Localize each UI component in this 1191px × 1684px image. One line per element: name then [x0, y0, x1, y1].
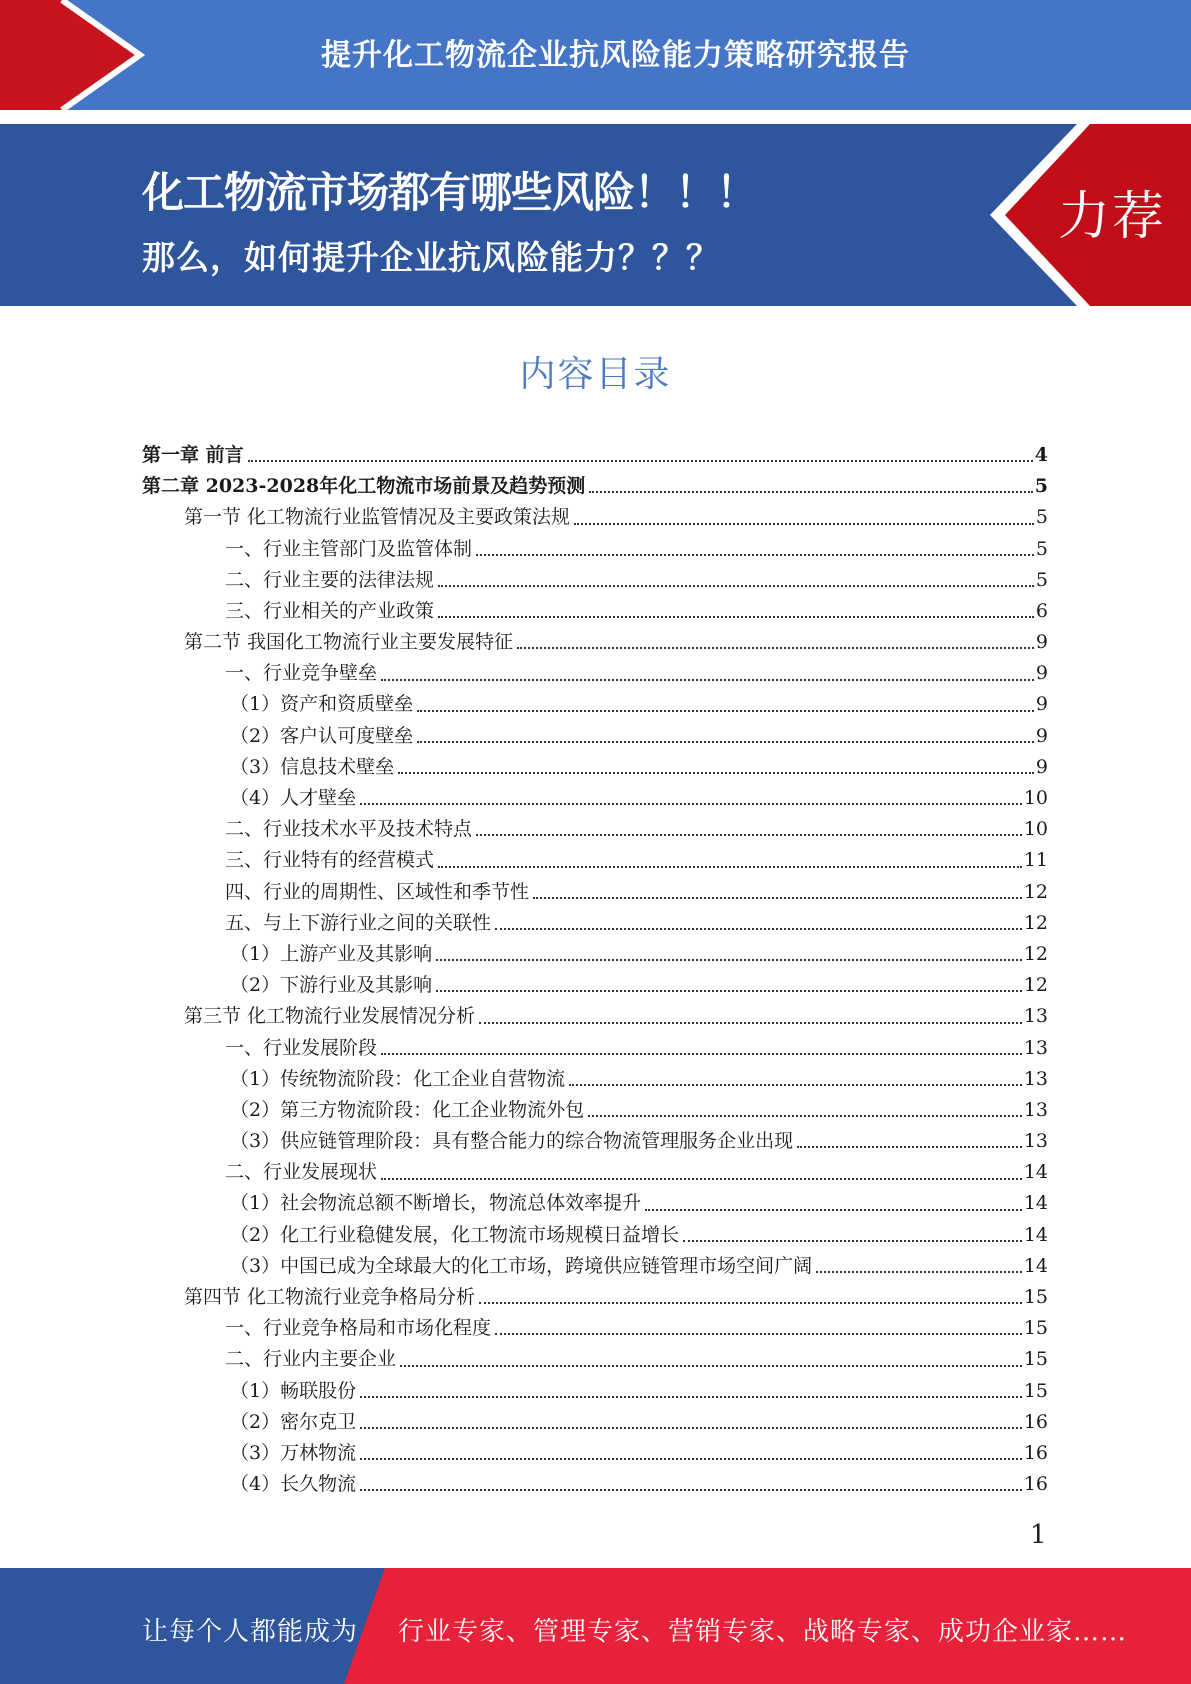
toc-entry-page: 5 [1035, 568, 1048, 591]
toc-dot-leader [438, 866, 1022, 868]
top-header-bar [0, 0, 1191, 110]
toc-entry[interactable] [142, 1189, 1048, 1220]
toc-entry-label: 第四节 化工物流行业竞争格局分析 [184, 1286, 476, 1309]
toc-entry-label: （3）供应链管理阶段：具有整合能力的综合物流管理服务企业出现 [230, 1130, 794, 1153]
toc-entry-label: （4）长久物流 [230, 1473, 357, 1496]
toc-entry[interactable] [142, 908, 1048, 939]
toc-dot-leader [417, 741, 1034, 743]
toc-dot-leader [589, 491, 1033, 493]
toc-list [142, 440, 1048, 1500]
toc-dot-leader [476, 834, 1022, 836]
toc-entry-page: 14 [1023, 1223, 1048, 1246]
toc-entry-page: 13 [1023, 1098, 1048, 1121]
toc-entry-page: 12 [1023, 974, 1048, 997]
toc-entry[interactable] [142, 565, 1048, 596]
hero-banner [0, 124, 1191, 306]
toc-entry[interactable] [142, 1033, 1048, 1064]
toc-entry-page: 15 [1023, 1317, 1048, 1340]
toc-dot-leader [588, 1115, 1022, 1117]
toc-entry-label: 一、行业竞争壁垒 [225, 662, 378, 685]
toc-entry-page: 12 [1023, 942, 1048, 965]
toc-dot-leader [436, 990, 1022, 992]
toc-entry-label: 三、行业相关的产业政策 [225, 599, 435, 622]
toc-entry[interactable] [142, 970, 1048, 1001]
footer-slogan-left: 让每个人都能成为 [142, 1617, 359, 1647]
toc-entry[interactable] [142, 1407, 1048, 1438]
toc-dot-leader [479, 1302, 1022, 1304]
toc-dot-leader [816, 1271, 1022, 1273]
toc-entry[interactable] [142, 534, 1048, 565]
toc-dot-leader [479, 1022, 1022, 1024]
toc-entry[interactable] [142, 471, 1048, 502]
toc-entry[interactable] [142, 1001, 1048, 1032]
toc-entry-page: 9 [1035, 724, 1048, 747]
toc-entry[interactable] [142, 1376, 1048, 1407]
toc-entry-page: 10 [1023, 818, 1048, 841]
toc-title: 内容目录 [519, 354, 672, 395]
toc-entry[interactable] [142, 1126, 1048, 1157]
toc-entry[interactable] [142, 658, 1048, 689]
toc-dot-leader [645, 1209, 1022, 1211]
toc-entry[interactable] [142, 939, 1048, 970]
toc-entry-label: 一、行业主管部门及监管体制 [225, 537, 473, 560]
toc-entry-label: （2）客户认可度壁垒 [230, 724, 414, 747]
toc-entry-label: 一、行业发展阶段 [225, 1036, 378, 1059]
toc-entry-label: 第二章 2023-2028年化工物流市场前景及趋势预测 [142, 475, 586, 498]
toc-entry[interactable] [142, 814, 1048, 845]
toc-entry-label: （1）上游产业及其影响 [230, 942, 433, 965]
toc-dot-leader [417, 710, 1034, 712]
toc-entry-page: 11 [1023, 849, 1048, 872]
toc-dot-leader [360, 803, 1022, 805]
toc-entry-page: 10 [1023, 787, 1048, 810]
report-title: 提升化工物流企业抗风险能力策略研究报告 [321, 38, 910, 73]
toc-entry[interactable] [142, 1157, 1048, 1188]
toc-entry-label: （1）社会物流总额不断增长，物流总体效率提升 [230, 1192, 642, 1215]
toc-dot-leader [574, 523, 1034, 525]
toc-dot-leader [495, 1333, 1022, 1335]
toc-dot-leader [381, 679, 1034, 681]
toc-entry-page: 16 [1023, 1441, 1048, 1464]
toc-dot-leader [360, 1489, 1022, 1491]
toc-dot-leader [569, 1084, 1022, 1086]
toc-entry[interactable] [142, 783, 1048, 814]
toc-entry-page: 15 [1023, 1379, 1048, 1402]
toc-entry[interactable] [142, 1251, 1048, 1282]
toc-entry-page: 12 [1023, 880, 1048, 903]
toc-entry-label: （4）人才壁垒 [230, 787, 357, 810]
toc-entry-page: 16 [1023, 1473, 1048, 1496]
toc-entry[interactable] [142, 596, 1048, 627]
banner-subheadline: 那么，如何提升企业抗风险能力？？？ [142, 238, 720, 277]
toc-entry-page: 16 [1023, 1410, 1048, 1433]
toc-entry[interactable] [142, 877, 1048, 908]
toc-entry-page: 13 [1023, 1005, 1048, 1028]
toc-entry-label: （3）中国已成为全球最大的化工市场，跨境供应链管理市场空间广阔 [230, 1254, 813, 1277]
toc-entry[interactable] [142, 1064, 1048, 1095]
toc-entry[interactable] [142, 721, 1048, 752]
banner-headline: 化工物流市场都有哪些风险！！！ [142, 168, 758, 217]
toc-entry-page: 12 [1023, 911, 1048, 934]
toc-entry-label: （1）资产和资质壁垒 [230, 693, 414, 716]
toc-entry-label: 第三节 化工物流行业发展情况分析 [184, 1005, 476, 1028]
toc-dot-leader [400, 1365, 1022, 1367]
toc-entry-label: （3）万林物流 [230, 1441, 357, 1464]
toc-entry-label: （1）传统物流阶段：化工企业自营物流 [230, 1067, 566, 1090]
toc-entry-label: （2）第三方物流阶段：化工企业物流外包 [230, 1098, 585, 1121]
toc-entry-label: 第二节 我国化工物流行业主要发展特征 [184, 631, 514, 654]
toc-dot-leader [436, 959, 1022, 961]
toc-entry[interactable] [142, 502, 1048, 533]
toc-entry-page: 15 [1023, 1348, 1048, 1371]
recommend-badge: 力荐 [1058, 187, 1167, 247]
toc-entry-label: 三、行业特有的经营模式 [225, 849, 435, 872]
toc-entry[interactable] [142, 1313, 1048, 1344]
toc-dot-leader [381, 1053, 1022, 1055]
toc-entry-page: 14 [1023, 1161, 1048, 1184]
toc-dot-leader [495, 928, 1022, 930]
page-number: 1 [1030, 1520, 1047, 1550]
toc-entry-label: （2）密尔克卫 [230, 1410, 357, 1433]
toc-entry-label: 二、行业发展现状 [225, 1161, 378, 1184]
toc-dot-leader [381, 1178, 1022, 1180]
toc-entry-page: 5 [1034, 475, 1048, 498]
toc-entry[interactable] [142, 1220, 1048, 1251]
toc-dot-leader [533, 897, 1022, 899]
toc-entry-page: 9 [1035, 755, 1048, 778]
toc-dot-leader [476, 554, 1034, 556]
toc-dot-leader [248, 460, 1033, 462]
toc-entry-label: （3）信息技术壁垒 [230, 755, 395, 778]
toc-entry[interactable] [142, 440, 1048, 471]
toc-entry-label: （2）下游行业及其影响 [230, 974, 433, 997]
toc-entry-label: （2）化工行业稳健发展，化工物流市场规模日益增长 [230, 1223, 680, 1246]
footer-slogan-right: 行业专家、管理专家、营销专家、战略专家、成功企业家…… [398, 1617, 1128, 1647]
toc-dot-leader [438, 616, 1034, 618]
toc-entry[interactable] [142, 1095, 1048, 1126]
toc-entry-label: 二、行业主要的法律法规 [225, 568, 435, 591]
toc-entry-label: 一、行业竞争格局和市场化程度 [225, 1317, 492, 1340]
toc-entry-page: 6 [1035, 599, 1048, 622]
toc-entry[interactable] [142, 752, 1048, 783]
toc-entry-page: 13 [1023, 1036, 1048, 1059]
footer-banner [0, 1568, 1191, 1684]
toc-entry-label: 第一章 前言 [142, 443, 244, 466]
toc-entry-page: 15 [1023, 1286, 1048, 1309]
toc-entry-page: 13 [1023, 1067, 1048, 1090]
toc-dot-leader [360, 1396, 1022, 1398]
toc-entry-page: 5 [1035, 537, 1048, 560]
toc-entry-label: 二、行业技术水平及技术特点 [225, 818, 473, 841]
toc-entry-page: 14 [1023, 1192, 1048, 1215]
toc-dot-leader [360, 1458, 1022, 1460]
toc-entry-page: 13 [1023, 1130, 1048, 1153]
toc-entry-label: 第一节 化工物流行业监管情况及主要政策法规 [184, 506, 571, 529]
toc-entry-label: （1）畅联股份 [230, 1379, 357, 1402]
toc-entry-label: 五、与上下游行业之间的关联性 [225, 911, 492, 934]
toc-dot-leader [683, 1240, 1022, 1242]
toc-entry[interactable] [142, 1469, 1048, 1500]
toc-entry-page: 5 [1035, 506, 1048, 529]
toc-entry[interactable] [142, 1344, 1048, 1375]
toc-entry-page: 9 [1035, 662, 1048, 685]
toc-dot-leader [438, 585, 1034, 587]
toc-entry[interactable] [142, 627, 1048, 658]
toc-dot-leader [398, 772, 1034, 774]
toc-entry[interactable] [142, 1282, 1048, 1313]
toc-entry[interactable] [142, 1438, 1048, 1469]
toc-entry-page: 4 [1034, 443, 1048, 466]
toc-entry[interactable] [142, 845, 1048, 876]
toc-entry[interactable] [142, 690, 1048, 721]
toc-dot-leader [517, 647, 1034, 649]
toc-entry-label: 四、行业的周期性、区域性和季节性 [225, 880, 530, 903]
toc-entry-page: 9 [1035, 693, 1048, 716]
toc-entry-label: 二、行业内主要企业 [225, 1348, 397, 1371]
toc-entry-page: 14 [1023, 1254, 1048, 1277]
toc-dot-leader [360, 1427, 1022, 1429]
toc-dot-leader [797, 1146, 1022, 1148]
toc-entry-page: 9 [1035, 631, 1048, 654]
